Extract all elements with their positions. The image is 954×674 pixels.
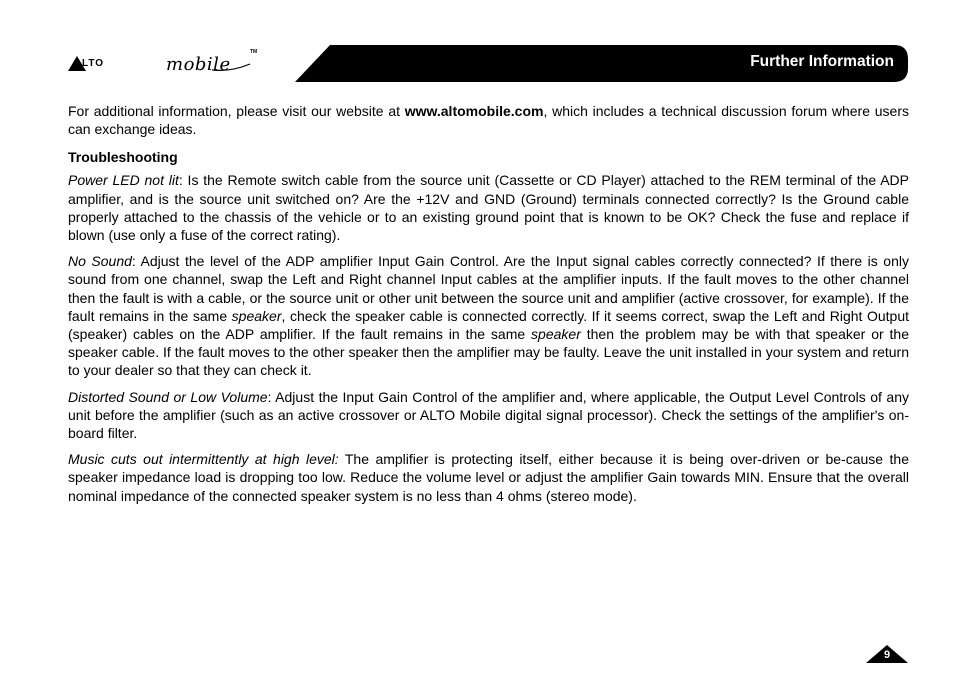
no-sound-paragraph [68,252,909,379]
no-sound-text: : Adjust the level of the ADP amplifier Input Gain Control. Are the Input signal cables correctly connected? If there is only sound from one channel, swap the Left and Right channel Input cables at the amplifier inputs. If the fault moves to the other channel then the fault is with a cable, or the source unit or other unit between the source unit and amplifier (active crossover, for example). If the fault remains in the same [68,253,909,324]
main-content [68,102,909,513]
music-cuts-text: The amplifier is protecting itself, either because it is being over-driven or be-cause the speaker impedance load is dropping too low. Reduce the volume level or adjust the amplifier Gain towards MIN. Ensure that the overall nominal impedance of the connected speaker system is no less than 4 ohms (stereo mode). [68,451,909,504]
no-sound-text: , check the speaker cable is connected correctly. If it seems correct, swap the Left and Right Output (speaker) cables on the ADP amplifier. If the fault remains in the same [68,307,909,343]
power-led-text: : Is the Remote switch cable from the source unit (Cassette or CD Player) attached to the REM terminal of the ADP amplifier, and is the source unit switched on? Are the +12V and GND (Ground) terminals connected correctly? Is the Ground cable properly attached to the chassis of the vehicle or to an existing ground point that is known to be OK? Check the fuse and replace if blown (use only a fuse of the correct rating). [68,172,909,244]
trademark-mark: TM [250,49,258,55]
section-title: Further Information [750,53,894,70]
music-cuts-paragraph [68,450,909,505]
website-link[interactable]: www.altomobile.com [404,103,544,119]
troubleshooting-heading: Troubleshooting [68,149,178,166]
page-number: 9 [883,649,891,661]
page-number-badge [866,644,908,664]
page-header [0,0,954,90]
distorted-paragraph [68,388,909,443]
music-cuts-lead: Music cuts out intermittently at high level: [68,451,339,468]
power-led-lead: Power LED not lit [68,172,179,189]
logo-alto-text: LTO [82,58,105,69]
no-sound-emphasis: speaker [531,326,581,343]
no-sound-text: then the problem may be with that speaker or the speaker cable. If the fault moves to the other speaker then the amplifier may be faulty. Leave the unit installed in your system and return to your dealer so that they can check it. [68,326,910,379]
power-led-paragraph [68,171,909,244]
intro-paragraph [68,102,909,138]
distorted-text: : Adjust the Input Gain Control of the amplifier and, where applicable, the Output Level Controls of any unit before the amplifier (such as an active crossover or ALTO Mobile digital signal processor). Check the settings of the amplifier's on-board filter. [68,388,909,442]
intro-text: For additional information, please visit our website at [68,103,405,119]
no-sound-lead: No Sound [68,253,132,270]
logo-mobile-text: mobile [166,54,231,75]
distorted-lead: Distorted Sound or Low Volume [68,388,268,405]
no-sound-emphasis: speaker [231,307,282,324]
alto-mobile-logo [66,50,266,78]
intro-text-end: , which includes a technical discussion forum where users can exchange ideas. [68,103,909,138]
